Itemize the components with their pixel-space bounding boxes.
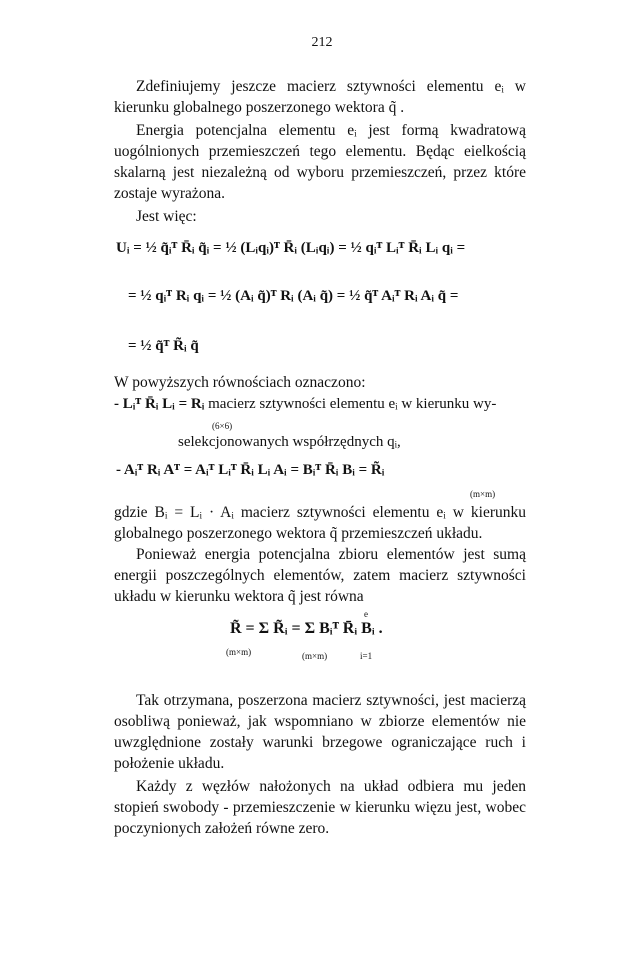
paragraph-definition: Zdefiniujemy jeszcze macierz sztywności elementu eᵢ w kierunku globalnego poszerzonego wektora q̃ . xyxy=(114,78,526,116)
equation-line-1: Uᵢ = ½ q̃ᵢᵀ R̄ᵢ q̃ᵢ = ½ (Lᵢqᵢ)ᵀ R̄ᵢ (Lᵢqᵢ) = ½ qᵢᵀ Lᵢᵀ R̄ᵢ Lᵢ qᵢ = xyxy=(116,240,466,256)
page-number: 212 xyxy=(311,35,333,50)
paragraph-oznaczono: W powyższych równościach oznaczono: xyxy=(114,374,366,391)
paragraph-wezly: Każdy z węzłów nałożonych na układ odbiera mu jeden stopień swobody - przemieszczenie w kierunku więzu jest, wobec poczynionych założeń równe zero. xyxy=(114,778,526,837)
item1-formula: - Lᵢᵀ R̄ᵢ Lᵢ = Rᵢ xyxy=(114,396,205,412)
definition-item-2: - Aᵢᵀ Rᵢ Aᵀ = Aᵢᵀ Lᵢᵀ R̄ᵢ Lᵢ Aᵢ = Bᵢᵀ R̄ᵢ Bᵢ = R̃ᵢ xyxy=(116,462,385,478)
paragraph-poniewaz: Ponieważ energia potencjalna zbioru elementów jest sumą energii poszczególnych elementów, zatem macierz sztywności układu w kierunku wektora q̃ jest równa xyxy=(114,546,526,605)
sum-dimension-middle: (m×m) xyxy=(302,651,328,661)
item2-dimension: (m×m) xyxy=(470,489,496,499)
paragraph-gdzie: gdzie Bᵢ = Lᵢ · Aᵢ macierz sztywności elementu eᵢ w kierunku globalnego poszerzonego wektora q̃ przemieszczeń układu. xyxy=(114,504,526,542)
equation-line-3: = ½ q̃ᵀ R̃ᵢ q̃ xyxy=(128,338,199,354)
equation-line-2: = ½ qᵢᵀ Rᵢ qᵢ = ½ (Aᵢ q̃)ᵀ Rᵢ (Aᵢ q̃) = ½ q̃ᵀ Aᵢᵀ Rᵢ Aᵢ q̃ = xyxy=(128,288,459,304)
paragraph-osobliwa: Tak otrzymana, poszerzona macierz sztywności, jest macierzą osobliwą ponieważ, jak wspomniano w zbiorze elementów nie uwzględnione zostały warunki brzegowe ograniczające ruch i położenie układu. xyxy=(114,692,526,772)
paragraph-jest-wiec: Jest więc: xyxy=(136,208,197,225)
sum-equation: R̃ = Σ R̃ᵢ = Σ Bᵢᵀ R̄ᵢ Bᵢ . xyxy=(230,620,383,637)
item1-dimension: (6×6) xyxy=(212,421,233,431)
definition-item-1 xyxy=(114,394,496,415)
sum-dimension-left: (m×m) xyxy=(226,647,252,657)
definition-item-1-continued: selekcjonowanych współrzędnych qᵢ, xyxy=(178,434,401,450)
sum-lower-limit: i=1 xyxy=(360,651,373,661)
sum-upper-limit: e xyxy=(364,609,368,619)
paragraph-energy: Energia potencjalna elementu eᵢ jest formą kwadratową uogólnionych przemieszczeń tego elementu. Będąc eielkością skalarną jest niezależną od wyboru przemieszczeń, przez które zostaje wyrażona. xyxy=(114,122,526,202)
item1-text: macierz sztywności elementu eᵢ w kierunku wy- xyxy=(204,396,497,412)
